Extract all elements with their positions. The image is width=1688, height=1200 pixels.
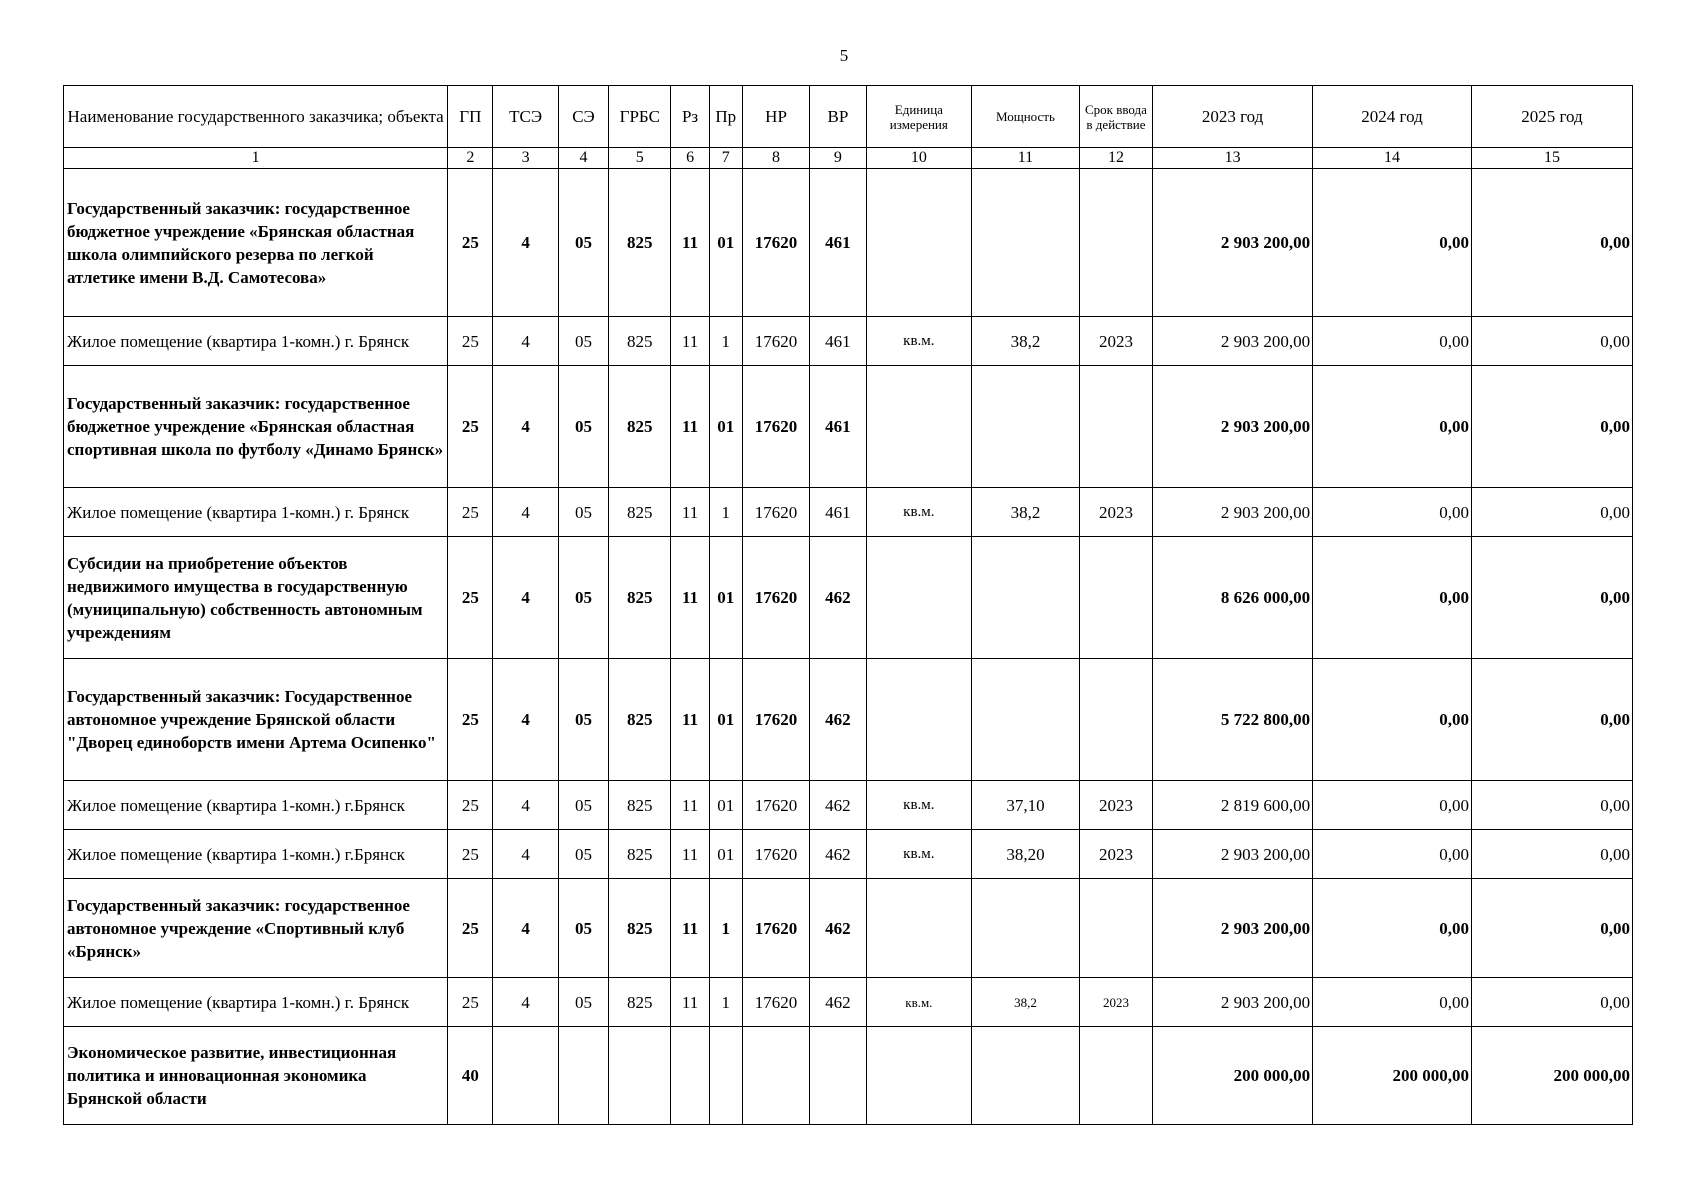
rz-cell: 11: [671, 366, 709, 488]
amount-2025-cell: 0,00: [1471, 781, 1632, 830]
nr-cell: 17620: [742, 317, 809, 366]
object-name-cell: Государственный заказчик: государственное бюджетное учреждение «Брянская областная спортивная школа по футболу «Динамо Брянск»: [64, 366, 448, 488]
header-cell: НР: [742, 86, 809, 148]
grbs-cell: 825: [609, 978, 671, 1027]
object-name-cell: Жилое помещение (квартира 1-комн.) г. Брянск: [64, 488, 448, 537]
rz-cell: 11: [671, 169, 709, 317]
gp-cell: 25: [448, 488, 493, 537]
amount-2023-cell: 8 626 000,00: [1153, 537, 1313, 659]
vr-cell: 462: [810, 537, 866, 659]
table-row: [64, 1027, 1633, 1125]
grbs-cell: 825: [609, 537, 671, 659]
nr-cell: 17620: [742, 537, 809, 659]
object-name-cell: Жилое помещение (квартира 1-комн.) г. Брянск: [64, 317, 448, 366]
grbs-cell: 825: [609, 488, 671, 537]
vr-cell: [810, 1027, 866, 1125]
column-number: 9: [810, 148, 866, 169]
grbs-cell: 825: [609, 317, 671, 366]
gp-cell: 25: [448, 169, 493, 317]
rz-cell: 11: [671, 317, 709, 366]
commissioning-year-cell: [1079, 169, 1152, 317]
capacity-cell: 38,20: [972, 830, 1080, 879]
rz-cell: 11: [671, 537, 709, 659]
header-cell: ГП: [448, 86, 493, 148]
grbs-cell: 825: [609, 169, 671, 317]
tse-cell: 4: [493, 781, 558, 830]
pr-cell: 1: [709, 317, 742, 366]
gp-cell: 40: [448, 1027, 493, 1125]
header-cell: ГРБС: [609, 86, 671, 148]
table-row: [64, 537, 1633, 659]
amount-2024-cell: 0,00: [1313, 488, 1472, 537]
vr-cell: 462: [810, 978, 866, 1027]
commissioning-year-cell: 2023: [1079, 781, 1152, 830]
se-cell: 05: [558, 879, 608, 978]
amount-2024-cell: 0,00: [1313, 659, 1472, 781]
amount-2023-cell: 2 903 200,00: [1153, 366, 1313, 488]
capacity-cell: [972, 366, 1080, 488]
grbs-cell: 825: [609, 830, 671, 879]
commissioning-year-cell: [1079, 1027, 1152, 1125]
table-row: [64, 830, 1633, 879]
table-row: [64, 879, 1633, 978]
unit-cell: [866, 1027, 972, 1125]
amount-2023-cell: 2 903 200,00: [1153, 978, 1313, 1027]
grbs-cell: 825: [609, 781, 671, 830]
pr-cell: 1: [709, 488, 742, 537]
commissioning-year-cell: 2023: [1079, 317, 1152, 366]
amount-2024-cell: 0,00: [1313, 366, 1472, 488]
vr-cell: 462: [810, 781, 866, 830]
unit-cell: [866, 537, 972, 659]
column-number: 7: [709, 148, 742, 169]
gp-cell: 25: [448, 537, 493, 659]
tse-cell: 4: [493, 879, 558, 978]
nr-cell: 17620: [742, 978, 809, 1027]
pr-cell: 01: [709, 781, 742, 830]
se-cell: 05: [558, 366, 608, 488]
tse-cell: 4: [493, 366, 558, 488]
capacity-cell: 38,2: [972, 317, 1080, 366]
pr-cell: 01: [709, 537, 742, 659]
nr-cell: 17620: [742, 879, 809, 978]
commissioning-year-cell: [1079, 659, 1152, 781]
nr-cell: 17620: [742, 659, 809, 781]
gp-cell: 25: [448, 366, 493, 488]
table-row: [64, 169, 1633, 317]
rz-cell: 11: [671, 781, 709, 830]
object-name-cell: Жилое помещение (квартира 1-комн.) г.Брянск: [64, 830, 448, 879]
rz-cell: 11: [671, 830, 709, 879]
object-name-cell: Жилое помещение (квартира 1-комн.) г.Брянск: [64, 781, 448, 830]
amount-2023-cell: 2 903 200,00: [1153, 169, 1313, 317]
object-name-cell: Жилое помещение (квартира 1-комн.) г. Брянск: [64, 978, 448, 1027]
capacity-cell: 38,2: [972, 978, 1080, 1027]
pr-cell: 01: [709, 169, 742, 317]
capacity-cell: 38,2: [972, 488, 1080, 537]
gp-cell: 25: [448, 830, 493, 879]
gp-cell: 25: [448, 879, 493, 978]
header-cell: Рз: [671, 86, 709, 148]
amount-2025-cell: 0,00: [1471, 537, 1632, 659]
rz-cell: 11: [671, 978, 709, 1027]
header-cell: Пр: [709, 86, 742, 148]
vr-cell: 462: [810, 659, 866, 781]
unit-cell: кв.м.: [866, 830, 972, 879]
se-cell: 05: [558, 317, 608, 366]
vr-cell: 462: [810, 830, 866, 879]
object-name-cell: Государственный заказчик: государственное бюджетное учреждение «Брянская областная школа олимпийского резерва по легкой атлетике имени В.Д. Самотесова»: [64, 169, 448, 317]
tse-cell: [493, 1027, 558, 1125]
rz-cell: 11: [671, 879, 709, 978]
column-number: 8: [742, 148, 809, 169]
nr-cell: 17620: [742, 488, 809, 537]
unit-cell: кв.м.: [866, 978, 972, 1027]
pr-cell: 1: [709, 879, 742, 978]
commissioning-year-cell: [1079, 537, 1152, 659]
commissioning-year-cell: 2023: [1079, 978, 1152, 1027]
capacity-cell: [972, 879, 1080, 978]
nr-cell: 17620: [742, 169, 809, 317]
column-number: 5: [609, 148, 671, 169]
amount-2025-cell: 0,00: [1471, 978, 1632, 1027]
amount-2023-cell: 200 000,00: [1153, 1027, 1313, 1125]
header-cell: ТСЭ: [493, 86, 558, 148]
gp-cell: 25: [448, 317, 493, 366]
vr-cell: 461: [810, 317, 866, 366]
gp-cell: 25: [448, 978, 493, 1027]
object-name-cell: Государственный заказчик: Государственное автономное учреждение Брянской области "Дворец единоборств имени Артема Осипенко": [64, 659, 448, 781]
unit-cell: кв.м.: [866, 317, 972, 366]
nr-cell: 17620: [742, 830, 809, 879]
header-cell: Срок ввода в действие: [1079, 86, 1152, 148]
amount-2025-cell: 0,00: [1471, 830, 1632, 879]
amount-2024-cell: 0,00: [1313, 169, 1472, 317]
amount-2025-cell: 0,00: [1471, 879, 1632, 978]
grbs-cell: 825: [609, 659, 671, 781]
tse-cell: 4: [493, 537, 558, 659]
table-row: [64, 317, 1633, 366]
capacity-cell: 37,10: [972, 781, 1080, 830]
amount-2025-cell: 0,00: [1471, 169, 1632, 317]
amount-2023-cell: 2 903 200,00: [1153, 879, 1313, 978]
se-cell: 05: [558, 830, 608, 879]
se-cell: 05: [558, 488, 608, 537]
amount-2024-cell: 200 000,00: [1313, 1027, 1472, 1125]
tse-cell: 4: [493, 978, 558, 1027]
column-number: 6: [671, 148, 709, 169]
se-cell: 05: [558, 659, 608, 781]
object-name-cell: Государственный заказчик: государственное автономное учреждение «Спортивный клуб «Брянск»: [64, 879, 448, 978]
capacity-cell: [972, 1027, 1080, 1125]
unit-cell: [866, 659, 972, 781]
se-cell: 05: [558, 781, 608, 830]
column-number: 3: [493, 148, 558, 169]
amount-2025-cell: 0,00: [1471, 659, 1632, 781]
budget-table: [63, 85, 1633, 1125]
commissioning-year-cell: 2023: [1079, 830, 1152, 879]
unit-cell: [866, 169, 972, 317]
table-row: [64, 659, 1633, 781]
capacity-cell: [972, 659, 1080, 781]
rz-cell: 11: [671, 488, 709, 537]
amount-2024-cell: 0,00: [1313, 537, 1472, 659]
grbs-cell: 825: [609, 879, 671, 978]
header-cell: 2025 год: [1471, 86, 1632, 148]
unit-cell: [866, 879, 972, 978]
vr-cell: 461: [810, 488, 866, 537]
column-number: 14: [1313, 148, 1472, 169]
amount-2023-cell: 2 903 200,00: [1153, 317, 1313, 366]
amount-2024-cell: 0,00: [1313, 830, 1472, 879]
gp-cell: 25: [448, 659, 493, 781]
page-number: 5: [839, 46, 849, 65]
column-number: 13: [1153, 148, 1313, 169]
gp-cell: 25: [448, 781, 493, 830]
nr-cell: [742, 1027, 809, 1125]
column-number: 10: [866, 148, 972, 169]
commissioning-year-cell: 2023: [1079, 488, 1152, 537]
amount-2024-cell: 0,00: [1313, 781, 1472, 830]
tse-cell: 4: [493, 169, 558, 317]
rz-cell: 11: [671, 659, 709, 781]
nr-cell: 17620: [742, 366, 809, 488]
amount-2023-cell: 2 903 200,00: [1153, 488, 1313, 537]
capacity-cell: [972, 169, 1080, 317]
pr-cell: 01: [709, 366, 742, 488]
column-number: 11: [972, 148, 1080, 169]
column-number: 2: [448, 148, 493, 169]
amount-2025-cell: 0,00: [1471, 366, 1632, 488]
commissioning-year-cell: [1079, 366, 1152, 488]
amount-2025-cell: 0,00: [1471, 317, 1632, 366]
vr-cell: 462: [810, 879, 866, 978]
nr-cell: 17620: [742, 781, 809, 830]
column-number: 12: [1079, 148, 1152, 169]
se-cell: 05: [558, 537, 608, 659]
object-name-cell: Экономическое развитие, инвестиционная политика и инновационная экономика Брянской области: [64, 1027, 448, 1125]
tse-cell: 4: [493, 317, 558, 366]
amount-2024-cell: 0,00: [1313, 879, 1472, 978]
amount-2023-cell: 2 819 600,00: [1153, 781, 1313, 830]
tse-cell: 4: [493, 830, 558, 879]
table-row: [64, 488, 1633, 537]
column-number-row: [64, 148, 1633, 169]
table-row: [64, 366, 1633, 488]
header-row: [64, 86, 1633, 148]
object-name-cell: Субсидии на приобретение объектов недвижимого имущества в государственную (муниципальную) собственность автономным учреждениям: [64, 537, 448, 659]
header-cell: Наименование государственного заказчика; объекта: [64, 86, 448, 148]
header-cell: СЭ: [558, 86, 608, 148]
pr-cell: 1: [709, 978, 742, 1027]
se-cell: 05: [558, 169, 608, 317]
grbs-cell: [609, 1027, 671, 1125]
vr-cell: 461: [810, 169, 866, 317]
pr-cell: [709, 1027, 742, 1125]
se-cell: [558, 1027, 608, 1125]
pr-cell: 01: [709, 830, 742, 879]
column-number: 4: [558, 148, 608, 169]
header-cell: 2023 год: [1153, 86, 1313, 148]
capacity-cell: [972, 537, 1080, 659]
amount-2023-cell: 5 722 800,00: [1153, 659, 1313, 781]
unit-cell: кв.м.: [866, 488, 972, 537]
header-cell: 2024 год: [1313, 86, 1472, 148]
unit-cell: [866, 366, 972, 488]
header-cell: Мощность: [972, 86, 1080, 148]
header-cell: ВР: [810, 86, 866, 148]
amount-2025-cell: 0,00: [1471, 488, 1632, 537]
amount-2023-cell: 2 903 200,00: [1153, 830, 1313, 879]
se-cell: 05: [558, 978, 608, 1027]
unit-cell: кв.м.: [866, 781, 972, 830]
column-number: 1: [64, 148, 448, 169]
table-row: [64, 781, 1633, 830]
pr-cell: 01: [709, 659, 742, 781]
amount-2024-cell: 0,00: [1313, 978, 1472, 1027]
rz-cell: [671, 1027, 709, 1125]
header-cell: Единица измерения: [866, 86, 972, 148]
commissioning-year-cell: [1079, 879, 1152, 978]
grbs-cell: 825: [609, 366, 671, 488]
table-row: [64, 978, 1633, 1027]
amount-2024-cell: 0,00: [1313, 317, 1472, 366]
column-number: 15: [1471, 148, 1632, 169]
tse-cell: 4: [493, 488, 558, 537]
amount-2025-cell: 200 000,00: [1471, 1027, 1632, 1125]
tse-cell: 4: [493, 659, 558, 781]
vr-cell: 461: [810, 366, 866, 488]
